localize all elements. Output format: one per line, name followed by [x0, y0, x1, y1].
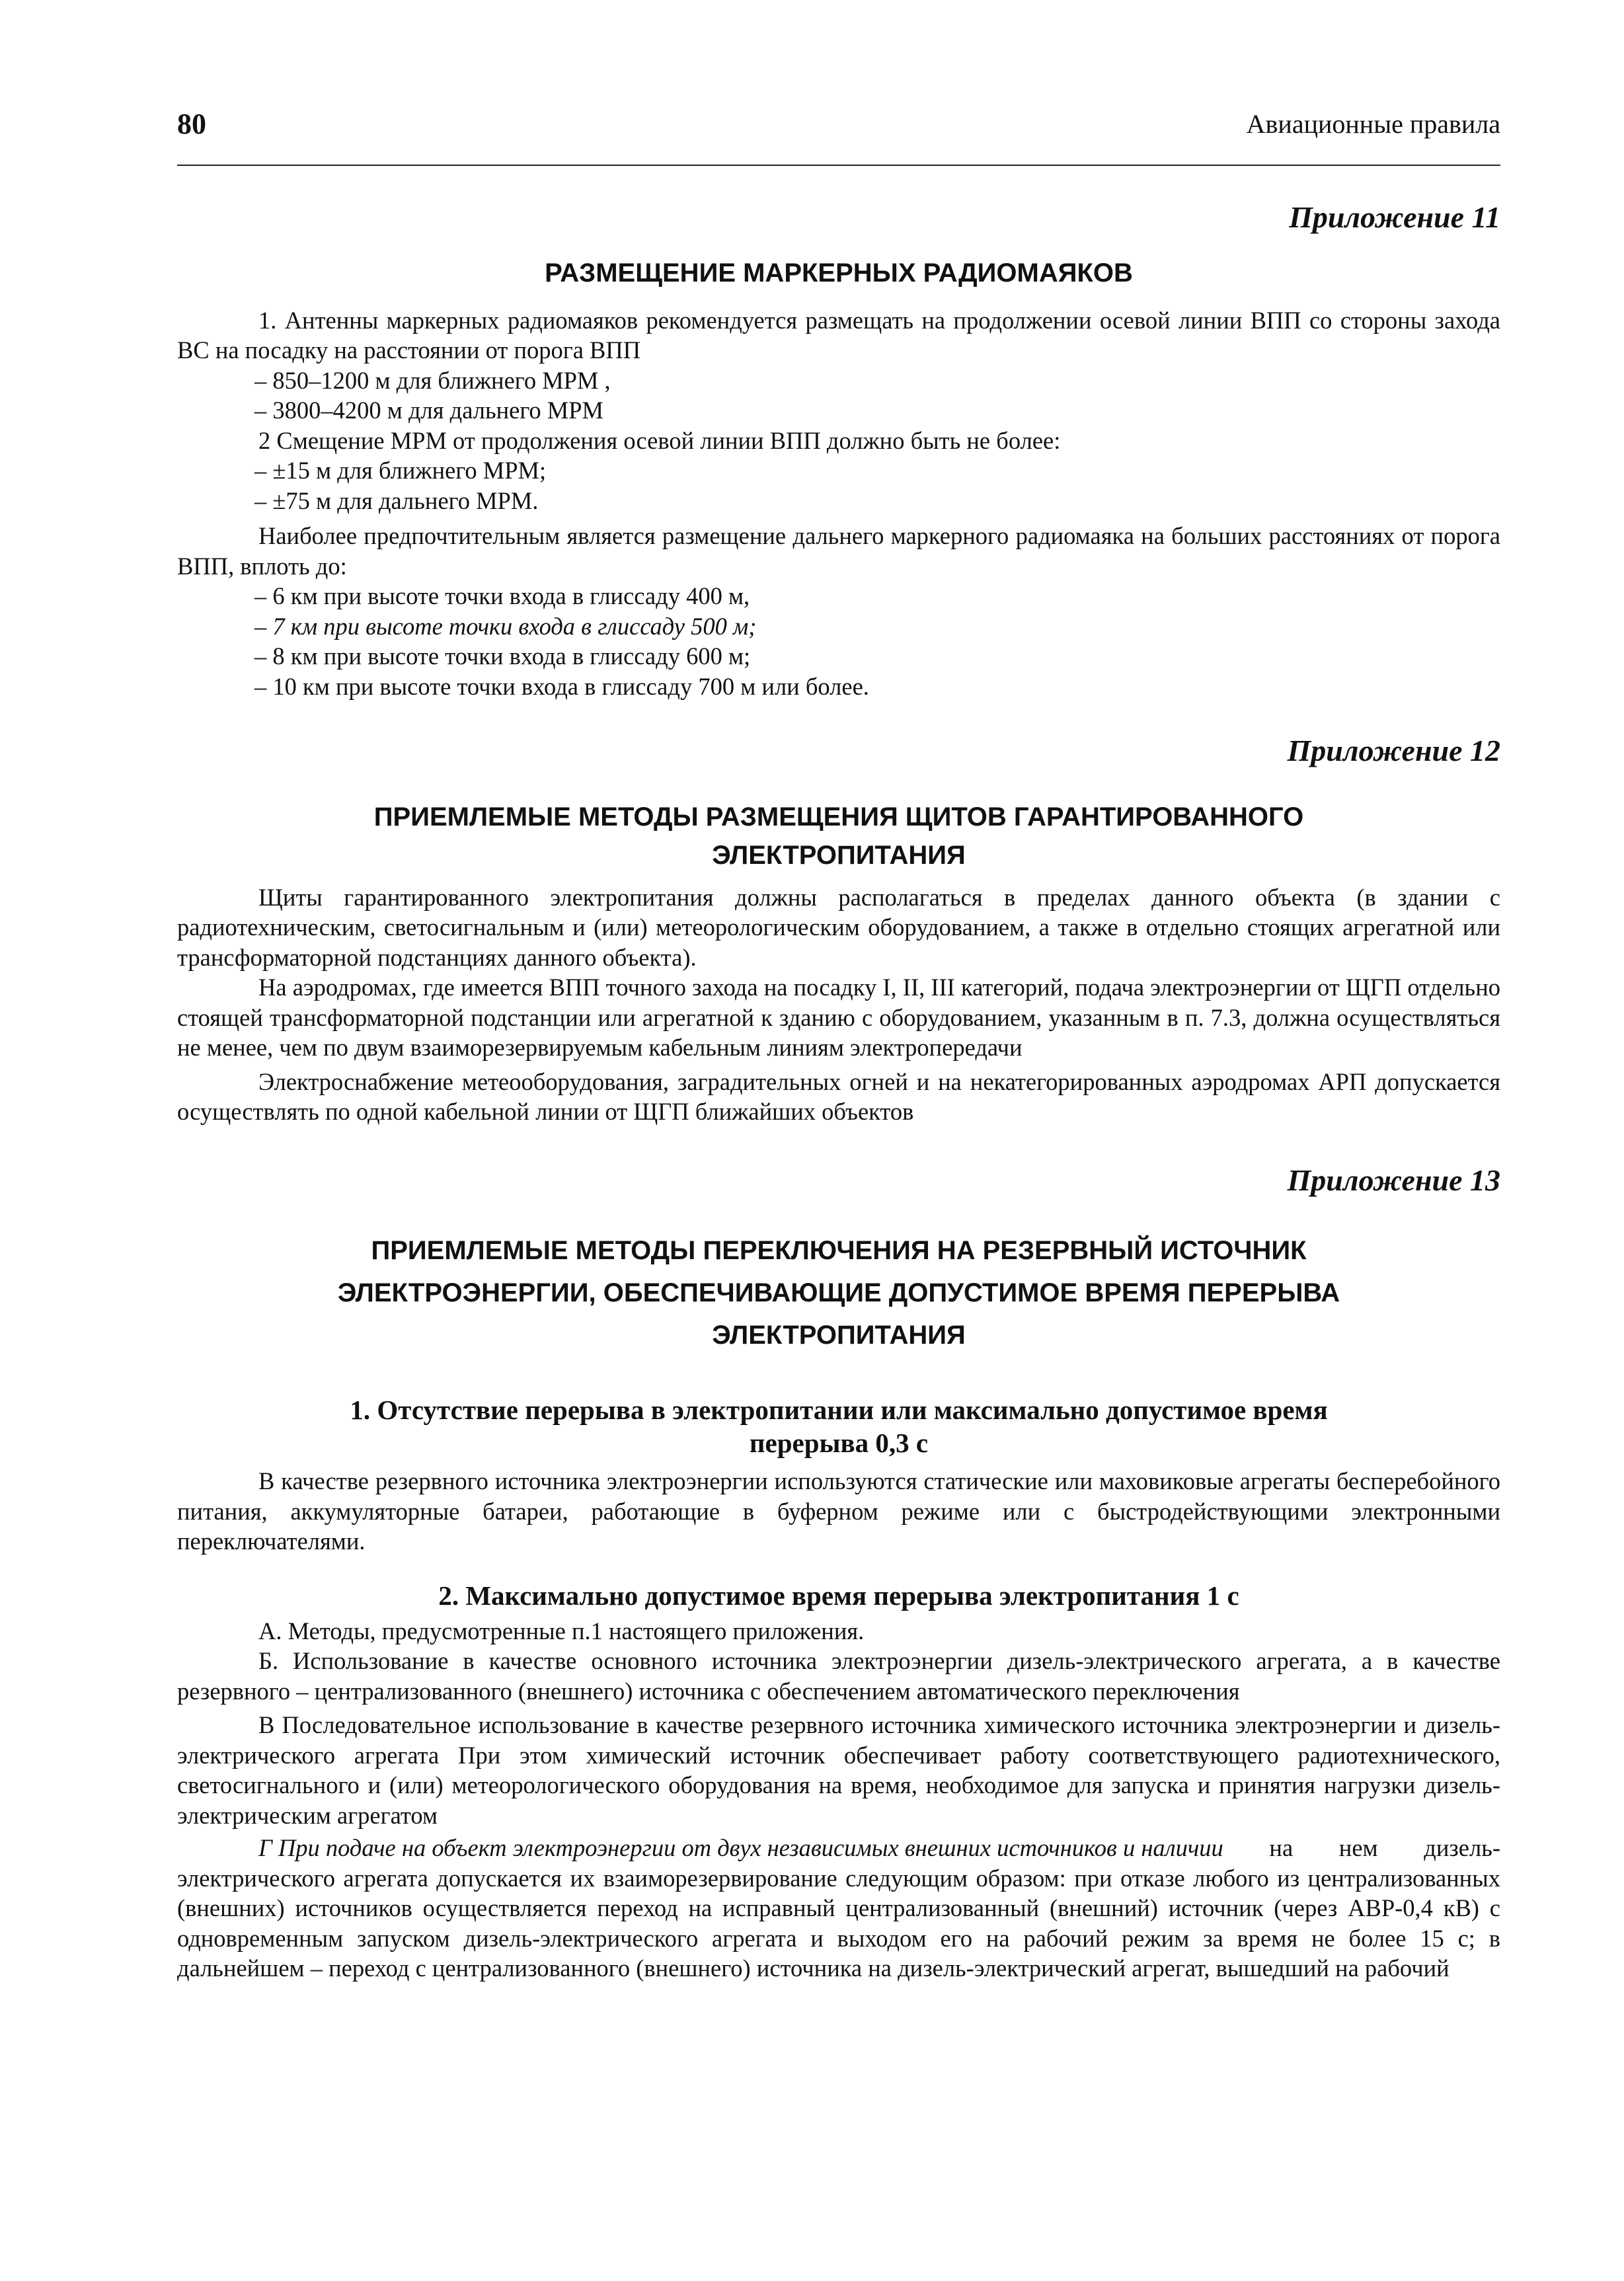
list-item: – 10 км при высоте точки входа в глиссаду 700 м или более.: [254, 672, 869, 700]
section-1-heading: [177, 1393, 1500, 1459]
page-number: 80: [177, 108, 206, 140]
page-header: [177, 99, 1500, 152]
section-2-item-g-rest: на нем дизель-электрического агрегата допускается их взаиморезервирование следующим образом: при отказе любого из централизованных (внешних) источников осуществляется переход на исправный централизованный (внешний) источник (через АВР-0,4 кВ) с одновременным запуском дизель-электрического агрегата и выходом его на рабочий режим за время не более 15 с; в дальнейшем – переход с централизованного (внешнего) источника на дизель-электрический агрегат, вышедший на рабочий: [177, 1834, 1500, 1982]
appendix-12-label: Приложение 12: [1287, 734, 1500, 767]
appendix-12-title-line-1: ПРИЕМЛЕМЫЕ МЕТОДЫ РАЗМЕЩЕНИЯ ЩИТОВ ГАРАНТИРОВАННОГО: [373, 802, 1304, 831]
appendix-13-title-line-2: ЭЛЕКТРОЭНЕРГИИ, ОБЕСПЕЧИВАЮЩИЕ ДОПУСТИМОЕ ВРЕМЯ ПЕРЕРЫВА: [337, 1278, 1340, 1307]
appendix-12-title: [177, 798, 1500, 874]
section-1-heading-line-1: 1. Отсутствие перерыва в электропитании или максимально допустимое время: [350, 1395, 1328, 1425]
section-2-item-g-lead: Г При подаче на объект электроэнергии от двух независимых внешних источников и наличии: [258, 1834, 1223, 1861]
appendix-12-paragraph-3: Электроснабжение метеооборудования, заградительных огней и на некатегорированных аэродромах АРП допускается осуществлять по одной кабельной линии от ЩГП ближайших объектов: [177, 1067, 1500, 1125]
list-item: – 8 км при высоте точки входа в глиссаду 600 м;: [254, 642, 751, 670]
list-item: – 6 км при высоте точки входа в глиссаду 400 м,: [254, 582, 750, 609]
appendix-12-paragraph-2: На аэродромах, где имеется ВПП точного захода на посадку I, II, III категорий, подача электроэнергии от ЩГП отдельно стоящей трансформаторной подстанции или агрегатной к зданию с оборудованием, указанным в п. 7.3, должна осуществляться не менее, чем по двум взаиморезервируемым кабельным линиям электропередачи: [177, 974, 1500, 1061]
appendix-13-title: [177, 1229, 1500, 1356]
appendix-11-paragraph-1: 1. Антенны маркерных радиомаяков рекомендуется размещать на продолжении осевой линии ВПП со стороны захода ВС на посадку на расстоянии от порога ВПП: [177, 306, 1500, 364]
appendix-11-paragraph-3: Наиболее предпочтительным является размещение дальнего маркерного радиомаяка на больших расстояниях от порога ВПП, вплоть до:: [177, 522, 1500, 580]
appendix-11-title: РАЗМЕЩЕНИЕ МАРКЕРНЫХ РАДИОМАЯКОВ: [545, 258, 1133, 288]
appendix-13-title-line-3: ЭЛЕКТРОПИТАНИЯ: [712, 1321, 966, 1350]
running-title: Авиационные правила: [1246, 109, 1500, 139]
list-item: – 3800–4200 м для дальнего МРМ: [254, 397, 604, 424]
list-item: – ±75 м для дальнего МРМ.: [254, 486, 539, 514]
section-2-heading: 2. Максимально допустимое время перерыва электропитания 1 с: [438, 1580, 1239, 1611]
document-page: [177, 99, 1500, 1984]
appendix-13-label: Приложение 13: [1287, 1163, 1500, 1197]
list-item: – 7 км при высоте точки входа в глиссаду 500 м;: [254, 612, 757, 640]
section-2-item-a: А. Методы, предусмотренные п.1 настоящего приложения.: [258, 1617, 865, 1644]
section-2-item-v: В Последовательное использование в качестве резервного источника химического источника электроэнергии и дизель-электрического агрегата При этом химический источник обеспечивает работу соответствующего радиотехнического, светосигнального и (или) метеорологического оборудования на время, необходимое для запуска и принятия нагрузки дизель-электрическим агрегатом: [177, 1711, 1500, 1829]
appendix-12-paragraph-1: Щиты гарантированного электропитания должны располагаться в пределах данного объекта (в здании с радиотехническим, светосигнальным и (или) метеорологическим оборудованием, а также в отдельно стоящих агрегатной или трансформаторной подстанциях данного объекта).: [177, 883, 1500, 971]
appendix-11-label: Приложение 11: [1289, 200, 1500, 234]
appendix-11-paragraph-2: 2 Смещение МРМ от продолжения осевой линии ВПП должно быть не более:: [258, 426, 1061, 454]
section-1-paragraph: В качестве резервного источника электроэнергии используются статические или маховиковые агрегаты бесперебойного питания, аккумуляторные батареи, работающие в буферном режиме или с быстродействующими электронными переключателями.: [177, 1467, 1500, 1555]
section-2-item-b: Б. Использование в качестве основного источника электроэнергии дизель-электрического агрегата, а в качестве резервного – централизованного (внешнего) источника с обеспечением автоматического переключения: [177, 1647, 1500, 1705]
header-rule: [177, 165, 1500, 166]
section-1-heading-line-2: перерыва 0,3 с: [749, 1428, 929, 1458]
section-2-item-g: [177, 1833, 1500, 1984]
appendix-13-title-line-1: ПРИЕМЛЕМЫЕ МЕТОДЫ ПЕРЕКЛЮЧЕНИЯ НА РЕЗЕРВНЫЙ ИСТОЧНИК: [371, 1236, 1307, 1265]
list-item: – 850–1200 м для ближнего МРМ ,: [254, 366, 611, 394]
appendix-12-title-line-2: ЭЛЕКТРОПИТАНИЯ: [712, 840, 966, 870]
list-item: – ±15 м для ближнего МРМ;: [254, 457, 547, 484]
